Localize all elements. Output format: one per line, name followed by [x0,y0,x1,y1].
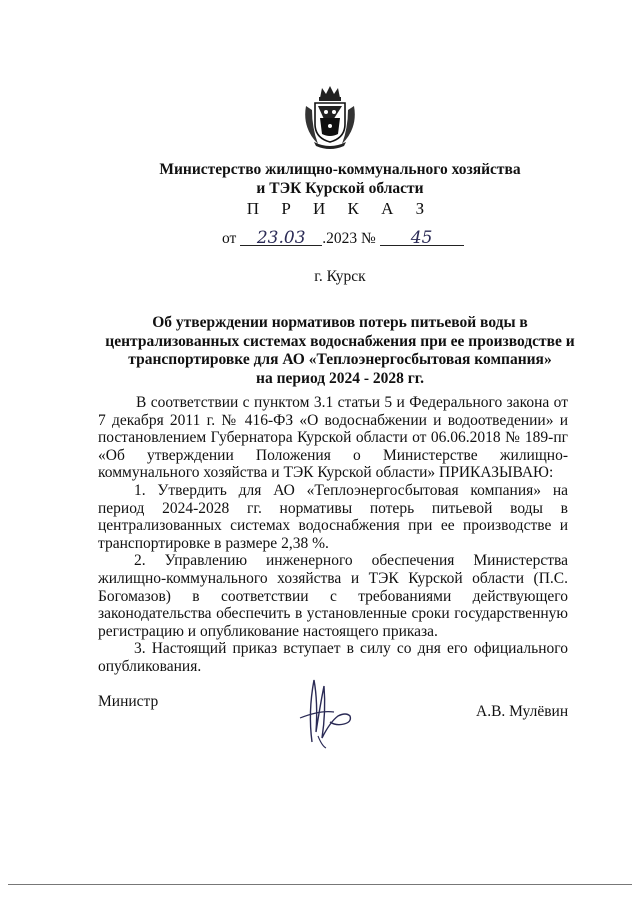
order-body [98,394,568,676]
date-number-line [222,230,464,248]
order-title-line-3: транспортировке для АО «Теплоэнергосбытовая компания» [128,351,552,368]
preamble-paragraph: В соответствии с пунктом 3.1 статьи 5 и Федерального закона от 7 декабря 2011 г. № 416-ФЗ «О водоснабжении и водоотведении» и постановлением Губернатора Курской области от 06.06.2018 № 189-пг «Об утверждении Положения о Министерстве жилищно-коммунального хозяйства и ТЭК Курской области» ПРИКАЗЫВАЮ: [98,394,568,482]
handwritten-signature [290,672,360,750]
order-title-line-1: Об утверждении нормативов потерь питьевой воды в [152,314,528,331]
date-prefix: от [222,230,237,247]
coat-of-arms-icon [300,84,360,150]
ministry-line-1: Министерство жилищно-коммунального хозяйства [159,161,521,178]
handwritten-date: 23.03 [240,231,322,246]
ministry-name [120,160,560,198]
item-3-paragraph: 3. Настоящий приказ вступает в силу со дня его официального опубликования. [98,640,568,675]
signatory-position: Министр [98,693,159,710]
signatory-name: А.В. Мулёвин [476,703,569,720]
order-title [100,314,580,388]
ministry-line-2: и ТЭК Курской области [256,180,424,197]
item-1-paragraph: 1. Утвердить для АО «Теплоэнергосбытовая компания» на период 2024-2028 гг. нормативы потерь питьевой воды в централизованных системах водоснабжения при ее производстве и транспортировке в размере 2,38 %. [98,481,568,552]
date-year: .2023 № [322,230,376,247]
bottom-divider [8,884,632,885]
order-title-line-2: централизованных системах водоснабжения при ее производстве и [105,332,575,350]
handwritten-number: 45 [380,231,464,246]
order-title-line-4: на период 2024 - 2028 гг. [256,369,424,387]
item-2-paragraph: 2. Управлению инженерного обеспечения Министерства жилищно-коммунального хозяйства и ТЭК Курской области (П.С. Богомазов) в соответствии с требованиями действующего законодательства обеспечить в установленные сроки государственную регистрацию и опубликование настоящего приказа. [98,552,568,640]
document-type: П Р И К А З [246,199,434,218]
city: г. Курск [314,268,366,285]
